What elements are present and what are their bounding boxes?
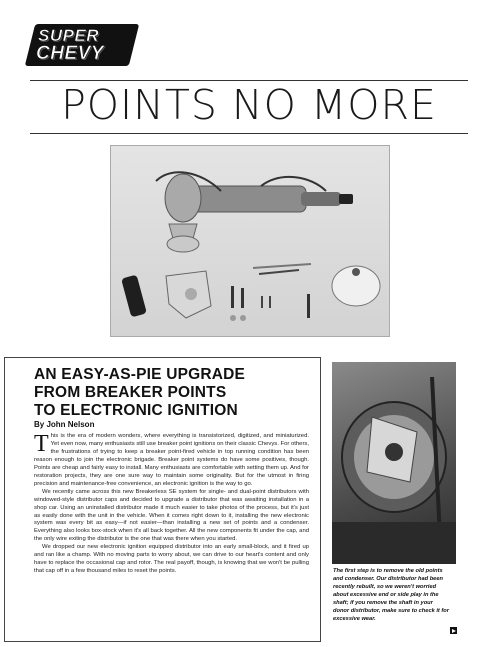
continue-arrow-icon [450, 627, 457, 634]
page-title: POINTS NO MORE [61, 81, 437, 129]
distributor-closeup-illustration [332, 362, 456, 564]
body-paragraph-3: We dropped our new electronic ignition equipped distributor into an early small-block, and it fired up and ran like a champ. With no moving parts to worry about, we can drive to our heart's content and only have to replace the occasional cap and rotor. The real payoff, though, is knowing that we won't be pulling that cap off in a few thousand miles to reset the points. [34, 544, 309, 575]
headline-line-2: FROM BREAKER POINTS [34, 384, 227, 401]
drop-cap: T [34, 431, 49, 457]
distributor-parts-illustration [111, 146, 389, 336]
headline-line-3: TO ELECTRONIC IGNITION [34, 402, 238, 419]
logo-text-chevy: CHEVY [36, 43, 104, 64]
headline-line-1: AN EASY-AS-PIE UPGRADE [34, 366, 246, 383]
logo-text-super: SUPER [38, 26, 100, 45]
side-photo-distributor-closeup [332, 362, 456, 564]
article-headline [34, 366, 314, 420]
article-body [34, 433, 309, 576]
article-byline: By John Nelson [34, 420, 95, 429]
body-paragraph-2: We recently came across this new Breakerless SE system for single- and dual-point distributors with windowed-style distributor caps and decided to upgrade a distributor that was awaiting installation in a shop car. Using an uninstalled distributor made it much easier to take photos of the process, but it's just as easily done with the unit in the vehicle. When it comes right down to it, installing the new electronic system was every bit as easy—if not easier—than installing a new set of points and a condenser. Everything also looks box-stock when it's all back together. All the new components fit under the cap, and the only wire exiting the distributor is the one that was there when you started. [34, 488, 309, 543]
body-paragraph-1 [34, 433, 309, 489]
magazine-logo [30, 24, 138, 68]
hero-photo-distributor-parts [110, 145, 390, 337]
title-bottom-rule [30, 133, 468, 134]
photo-caption: The first step is to remove the old points and condenser. Our distributor had been recently rebuilt, so we weren't worried about excessive end or side play in the shaft; if you remove the shaft in your donor distributor, make sure to check it for excessive wear. [333, 568, 449, 622]
body-paragraph-1-text: his is the era of modern wonders, where everything is transistorized, digitized, and miniaturized. Yet even now, many enthusiasts still use breaker point ignitions on their classic Chevys. For others, the frustrations of trying to keep a breaker point-fired vehicle in top running condition has been reason enough to join the electronic brigade. Breaker point systems do have some positives, though. Points are cheap and fairly easy to install. Many enthusiasts are comfortable with setting them up. And for restoration projects, they are one sure way to maintain some originality. But for the utmost in firing precision and maintenance-free convenience, an electronic ignition is the way to go. [34, 433, 309, 487]
